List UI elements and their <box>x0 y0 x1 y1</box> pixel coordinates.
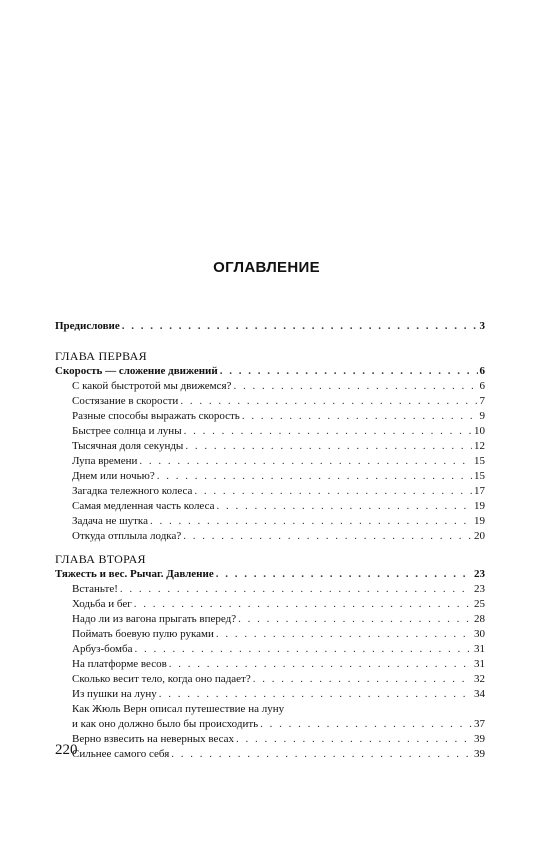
toc-entry[interactable] <box>55 702 485 717</box>
dot-leader <box>220 364 478 379</box>
toc-entry-page: 7 <box>479 395 485 407</box>
toc-entry-page: 3 <box>479 320 485 332</box>
dot-leader <box>216 627 472 642</box>
page-number: 220 <box>55 742 78 758</box>
toc-entry[interactable] <box>55 499 485 514</box>
dot-leader <box>150 514 472 529</box>
dot-leader <box>184 424 472 439</box>
dot-leader <box>134 642 472 657</box>
toc-entry[interactable] <box>55 379 485 394</box>
toc-entry-label: Тысячная доля секунды <box>72 440 184 452</box>
toc-entry[interactable] <box>55 409 485 424</box>
dot-leader <box>238 612 472 627</box>
dot-leader <box>171 747 472 762</box>
toc-entry[interactable] <box>55 687 485 702</box>
toc-entry[interactable] <box>55 454 485 469</box>
toc-entry-page: 23 <box>474 583 485 595</box>
toc-entry[interactable] <box>55 394 485 409</box>
toc-entry-label: Днем или ночью? <box>72 470 155 482</box>
chapter-heading <box>55 552 485 567</box>
toc-entry-label: Сильнее самого себя <box>72 748 170 760</box>
toc-entry-label: Разные способы выражать скорость <box>72 410 240 422</box>
toc-entry-page: 6 <box>479 365 485 377</box>
toc-entry-page: 25 <box>474 598 485 610</box>
toc-entry-label: С какой быстротой мы движемся? <box>72 380 232 392</box>
toc-entry-label: Самая медленная часть колеса <box>72 500 215 512</box>
toc-entry[interactable] <box>55 657 485 672</box>
toc-entry-chapter-title[interactable] <box>55 567 485 582</box>
toc-entry-page: 19 <box>474 500 485 512</box>
toc-entry-page: 12 <box>474 440 485 452</box>
dot-leader <box>134 597 472 612</box>
toc-entry-label: Состязание в скорости <box>72 395 179 407</box>
toc-entry-page: 6 <box>479 380 485 392</box>
toc-entry-page: 9 <box>479 410 485 422</box>
dot-leader <box>194 484 472 499</box>
toc-entry[interactable] <box>55 439 485 454</box>
dot-leader <box>216 499 472 514</box>
toc-entry[interactable] <box>55 627 485 642</box>
toc-entry-page: 31 <box>474 643 485 655</box>
toc-entry-page: 23 <box>474 568 485 580</box>
toc-entry-label: Скорость — сложение движений <box>55 365 218 377</box>
toc-entry-page: 10 <box>474 425 485 437</box>
dot-leader <box>185 439 472 454</box>
toc-entry-label: Задача не шутка <box>72 515 148 527</box>
dot-leader <box>236 732 472 747</box>
dot-leader <box>139 454 472 469</box>
toc-entry-page: 34 <box>474 688 485 700</box>
page-title: ОГЛАВЛЕНИЕ <box>213 259 320 276</box>
dot-leader <box>159 687 472 702</box>
dot-leader <box>122 319 478 334</box>
chapter-heading-label: ГЛАВА ВТОРАЯ <box>55 552 146 566</box>
toc-entry-page: 31 <box>474 658 485 670</box>
toc-entry-label: Предисловие <box>55 320 120 332</box>
toc-entry-label: Арбуз-бомба <box>72 643 133 655</box>
toc-entry-label: На платформе весов <box>72 658 167 670</box>
toc-entry-label: Из пушки на луну <box>72 688 157 700</box>
dot-leader <box>183 529 472 544</box>
toc-entry[interactable] <box>55 642 485 657</box>
dot-leader <box>180 394 477 409</box>
toc-entry-label: Встаньте! <box>72 583 118 595</box>
toc-entry-page: 39 <box>474 748 485 760</box>
toc-entry-label: Поймать боевую пулю руками <box>72 628 214 640</box>
toc-entry[interactable] <box>55 582 485 597</box>
toc-entry-page: 30 <box>474 628 485 640</box>
dot-leader <box>233 379 477 394</box>
toc-entry[interactable] <box>55 717 485 732</box>
toc-entry-label: Как Жюль Верн описал путешествие на луну <box>72 703 285 715</box>
toc-entry-label: Лупа времени <box>72 455 138 467</box>
toc-entry[interactable] <box>55 732 485 747</box>
toc-entry-page: 19 <box>474 515 485 527</box>
toc-entry-page: 20 <box>474 530 485 542</box>
chapter-section <box>55 349 485 762</box>
toc-entry-label: Ходьба и бег <box>72 598 132 610</box>
toc-entry-label: Надо ли из вагона прыгать вперед? <box>72 613 237 625</box>
toc-entry[interactable] <box>55 747 485 762</box>
toc-entry-label: и как оно должно было бы происходить <box>72 718 259 730</box>
toc-entry[interactable] <box>55 469 485 484</box>
toc-entry-label: Быстрее солнца и луны <box>72 425 182 437</box>
toc-entry[interactable] <box>55 529 485 544</box>
dot-leader <box>216 567 472 582</box>
toc-entry[interactable] <box>55 612 485 627</box>
toc-entry[interactable] <box>55 424 485 439</box>
toc-entry-preface[interactable] <box>55 319 485 334</box>
dot-leader <box>157 469 472 484</box>
toc-entry[interactable] <box>55 514 485 529</box>
dot-leader <box>253 672 472 687</box>
toc-entry-page: 39 <box>474 733 485 745</box>
chapter-heading <box>55 349 485 364</box>
toc-entry-label: Загадка тележного колеса <box>72 485 193 497</box>
toc-entry-page: 15 <box>474 470 485 482</box>
toc-entry-page: 17 <box>474 485 485 497</box>
toc-entry-page: 15 <box>474 455 485 467</box>
toc-entry-label: Верно взвесить на неверных весах <box>72 733 235 745</box>
toc-entry-label: Тяжесть и вес. Рычаг. Давление <box>55 568 214 580</box>
dot-leader <box>120 582 472 597</box>
toc-entry-page: 37 <box>474 718 485 730</box>
chapter-heading-label: ГЛАВА ПЕРВАЯ <box>55 349 147 363</box>
dot-leader <box>169 657 472 672</box>
toc-entry-chapter-title[interactable] <box>55 364 485 379</box>
toc-entry-page: 32 <box>474 673 485 685</box>
toc-entry[interactable] <box>55 672 485 687</box>
table-of-contents <box>55 319 485 762</box>
dot-leader <box>260 717 472 732</box>
toc-entry[interactable] <box>55 484 485 499</box>
dot-leader <box>242 409 478 424</box>
toc-entry-page: 28 <box>474 613 485 625</box>
toc-entry[interactable] <box>55 597 485 612</box>
toc-entry-label: Сколько весит тело, когда оно падает? <box>72 673 251 685</box>
toc-entry-label: Откуда отплыла лодка? <box>72 530 182 542</box>
